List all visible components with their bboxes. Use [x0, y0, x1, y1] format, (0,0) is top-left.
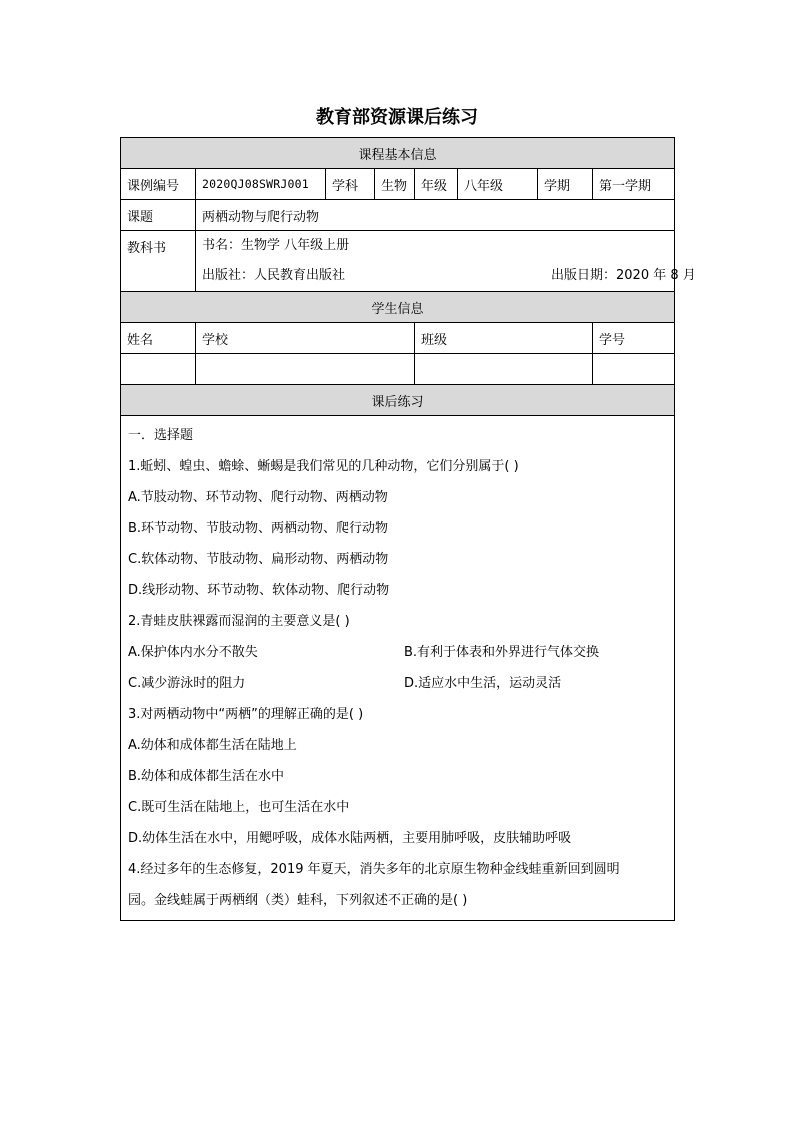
question-4-line-1: 4.经过多年的生态修复，2019 年夏天，消失多年的北京原生物种金线蛙重新回到圆明	[128, 862, 620, 877]
q2-option-c: C.减少游泳时的阻力	[128, 676, 246, 691]
topic-label: 课题	[121, 200, 196, 231]
subject-value: 生物	[375, 169, 415, 200]
exercise-form-table	[120, 137, 696, 921]
book-name: 书名：生物学 八年级上册	[202, 238, 350, 253]
q1-option-c: C.软体动物、节肢动物、扁形动物、两栖动物	[128, 552, 389, 567]
q3-option-b: B.幼体和成体都生活在水中	[128, 769, 285, 784]
q2-options-row-1	[128, 637, 668, 668]
publication-date: 出版日期：2020 年 8 月	[551, 268, 696, 283]
q1-option-d: D.线形动物、环节动物、软体动物、爬行动物	[128, 583, 390, 598]
name-field[interactable]	[121, 354, 196, 385]
question-2: 2.青蛙皮肤裸露而湿润的主要意义是( )	[128, 614, 350, 629]
subject-label: 学科	[326, 169, 375, 200]
textbook-info	[196, 231, 696, 292]
q3-option-c: C.既可生活在陆地上，也可生活在水中	[128, 800, 350, 815]
grade-label: 年级	[415, 169, 458, 200]
textbook-label: 教科书	[121, 231, 196, 292]
school-label: 学校	[196, 323, 415, 354]
exercise-content	[121, 416, 675, 921]
q2-option-d: D.适应水中生活，运动灵活	[404, 676, 562, 691]
name-label: 姓名	[121, 323, 196, 354]
course-code-value: 2020QJ08SWRJ001	[196, 169, 326, 200]
grade-value: 八年级	[458, 169, 538, 200]
q3-option-a: A.幼体和成体都生活在陆地上	[128, 738, 297, 753]
term-label: 学期	[538, 169, 593, 200]
exercise-header: 课后练习	[121, 385, 675, 416]
course-code-label: 课例编号	[121, 169, 196, 200]
q1-option-a: A.节肢动物、环节动物、爬行动物、两栖动物	[128, 490, 388, 505]
q2-option-b: B.有利于体表和外界进行气体交换	[404, 645, 600, 660]
term-value: 第一学期	[593, 169, 675, 200]
course-info-header: 课程基本信息	[121, 138, 675, 169]
class-field[interactable]	[415, 354, 593, 385]
q3-option-d: D.幼体生活在水中，用鳃呼吸，成体水陆两栖，主要用肺呼吸，皮肤辅助呼吸	[128, 831, 572, 846]
question-3: 3.对两栖动物中“两栖”的理解正确的是( )	[128, 707, 364, 722]
section-heading: 一．选择题	[128, 428, 194, 443]
class-label: 班级	[415, 323, 593, 354]
student-id-label: 学号	[593, 323, 675, 354]
publisher-line	[196, 261, 696, 291]
q2-options-row-2	[128, 668, 668, 699]
document-title: 教育部资源课后练习	[316, 107, 478, 128]
question-1: 1.蚯蚓、蝗虫、蟾蜍、蜥蜴是我们常见的几种动物，它们分别属于( )	[128, 459, 519, 474]
student-id-field[interactable]	[593, 354, 675, 385]
publisher: 出版社：人民教育出版社	[202, 268, 346, 283]
q1-option-b: B.环节动物、节肢动物、两栖动物、爬行动物	[128, 521, 389, 536]
student-info-header: 学生信息	[121, 292, 675, 323]
question-4-line-2: 园。金线蛙属于两栖纲（类）蛙科，下列叙述不正确的是( )	[128, 893, 468, 908]
q2-option-a: A.保护体内水分不散失	[128, 645, 258, 660]
school-field[interactable]	[196, 354, 415, 385]
topic-value: 两栖动物与爬行动物	[196, 200, 675, 231]
